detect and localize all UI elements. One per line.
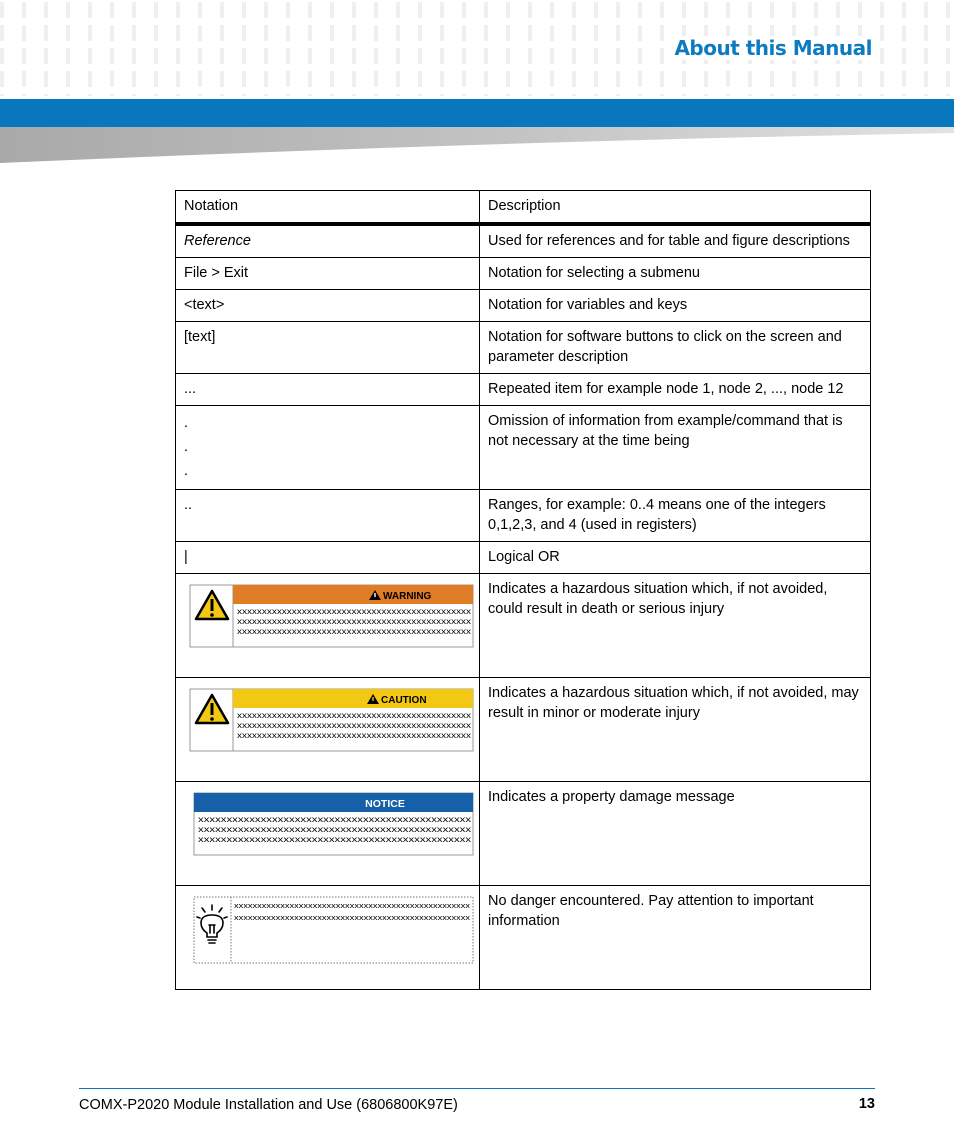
description-cell: Used for references and for table and figure descriptions	[480, 224, 871, 258]
notation-cell	[176, 406, 480, 490]
header-notation: Notation	[176, 191, 480, 225]
notice-filler-line: xxxxxxxxxxxxxxxxxxxxxxxxxxxxxxxxxxxxxxxxxxxxxxxx	[198, 815, 471, 824]
notation-cell: ..	[176, 490, 480, 542]
vertical-dot: .	[184, 415, 189, 431]
table-row	[176, 678, 871, 782]
table-row	[176, 322, 871, 374]
table-row	[176, 782, 871, 886]
tip-filler-line: xxxxxxxxxxxxxxxxxxxxxxxxxxxxxxxxxxxxxxxxxxxxxxxxxxx	[234, 901, 471, 910]
tip-filler-line: xxxxxxxxxxxxxxxxxxxxxxxxxxxxxxxxxxxxxxxxxxxxxxxxxxx	[234, 913, 471, 922]
warning-sample	[184, 579, 471, 671]
warning-banner-bg	[233, 585, 473, 604]
footer-rule	[79, 1088, 875, 1089]
notice-banner-bg	[194, 793, 473, 812]
caution-sample-cell	[176, 678, 480, 782]
description-cell: Indicates a hazardous situation which, if not avoided, could result in death or serious injury	[480, 574, 871, 678]
footer-document-title: COMX-P2020 Module Installation and Use (6806800K97E)	[79, 1097, 458, 1113]
warning-filler-line: xxxxxxxxxxxxxxxxxxxxxxxxxxxxxxxxxxxxxxxxxxxxxxx	[237, 627, 471, 636]
caution-filler-line: xxxxxxxxxxxxxxxxxxxxxxxxxxxxxxxxxxxxxxxxxxxxxxx	[237, 721, 471, 730]
caution-banner-bg	[233, 689, 473, 708]
notation-cell: |	[176, 542, 480, 574]
notice-sample-graphic	[186, 789, 476, 859]
page-number: 13	[858, 1096, 875, 1112]
notice-filler-line: xxxxxxxxxxxxxxxxxxxxxxxxxxxxxxxxxxxxxxxxxxxxxxxx	[198, 835, 471, 844]
notation-cell: File > Exit	[176, 258, 480, 290]
notation-table	[175, 190, 871, 990]
description-cell: No danger encountered. Pay attention to important information	[480, 886, 871, 990]
notation-cell: ...	[176, 374, 480, 406]
caution-sample-graphic	[186, 685, 476, 755]
table-row	[176, 490, 871, 542]
notice-banner-label: NOTICE	[365, 798, 405, 810]
caution-filler-line: xxxxxxxxxxxxxxxxxxxxxxxxxxxxxxxxxxxxxxxxxxxxxxx	[237, 731, 471, 740]
description-cell: Logical OR	[480, 542, 871, 574]
description-cell: Indicates a property damage message	[480, 782, 871, 886]
table-header-row	[176, 191, 871, 225]
tip-sample-graphic	[186, 893, 476, 965]
table-row	[176, 406, 871, 490]
warning-sample-graphic	[186, 581, 476, 651]
description-cell: Indicates a hazardous situation which, if not avoided, may result in minor or moderate injury	[480, 678, 871, 782]
caution-sample	[184, 683, 471, 775]
description-cell: Omission of information from example/command that is not necessary at the time being	[480, 406, 871, 490]
description-cell: Notation for selecting a submenu	[480, 258, 871, 290]
vertical-dot: .	[184, 463, 189, 479]
notation-cell: Reference	[176, 224, 480, 258]
caution-banner-label: CAUTION	[381, 695, 427, 706]
table-row	[176, 886, 871, 990]
warning-filler-line: xxxxxxxxxxxxxxxxxxxxxxxxxxxxxxxxxxxxxxxxxxxxxxx	[237, 607, 471, 616]
header-swoosh	[0, 127, 954, 165]
header-description: Description	[480, 191, 871, 225]
vertical-dot: .	[184, 439, 189, 455]
table-row	[176, 374, 871, 406]
notation-cell: [text]	[176, 322, 480, 374]
tip-sample	[184, 891, 471, 983]
table-row	[176, 542, 871, 574]
description-cell: Repeated item for example node 1, node 2, ..., node 12	[480, 374, 871, 406]
description-cell: Notation for variables and keys	[480, 290, 871, 322]
warning-banner-label: WARNING	[383, 591, 432, 602]
description-cell: Notation for software buttons to click on the screen and parameter description	[480, 322, 871, 374]
table-row	[176, 574, 871, 678]
notice-filler-line: xxxxxxxxxxxxxxxxxxxxxxxxxxxxxxxxxxxxxxxxxxxxxxxx	[198, 825, 471, 834]
page-title: About this Manual	[670, 36, 876, 60]
warning-sample-cell	[176, 574, 480, 678]
caution-filler-line: xxxxxxxxxxxxxxxxxxxxxxxxxxxxxxxxxxxxxxxxxxxxxxx	[237, 711, 471, 720]
table-row	[176, 258, 871, 290]
notice-sample	[184, 787, 471, 879]
header-band	[0, 99, 954, 127]
tip-sample-cell	[176, 886, 480, 990]
table-row	[176, 224, 871, 258]
notice-sample-cell	[176, 782, 480, 886]
table-row	[176, 290, 871, 322]
notation-cell: <text>	[176, 290, 480, 322]
warning-filler-line: xxxxxxxxxxxxxxxxxxxxxxxxxxxxxxxxxxxxxxxxxxxxxxx	[237, 617, 471, 626]
description-cell: Ranges, for example: 0..4 means one of the integers 0,1,2,3, and 4 (used in registers)	[480, 490, 871, 542]
